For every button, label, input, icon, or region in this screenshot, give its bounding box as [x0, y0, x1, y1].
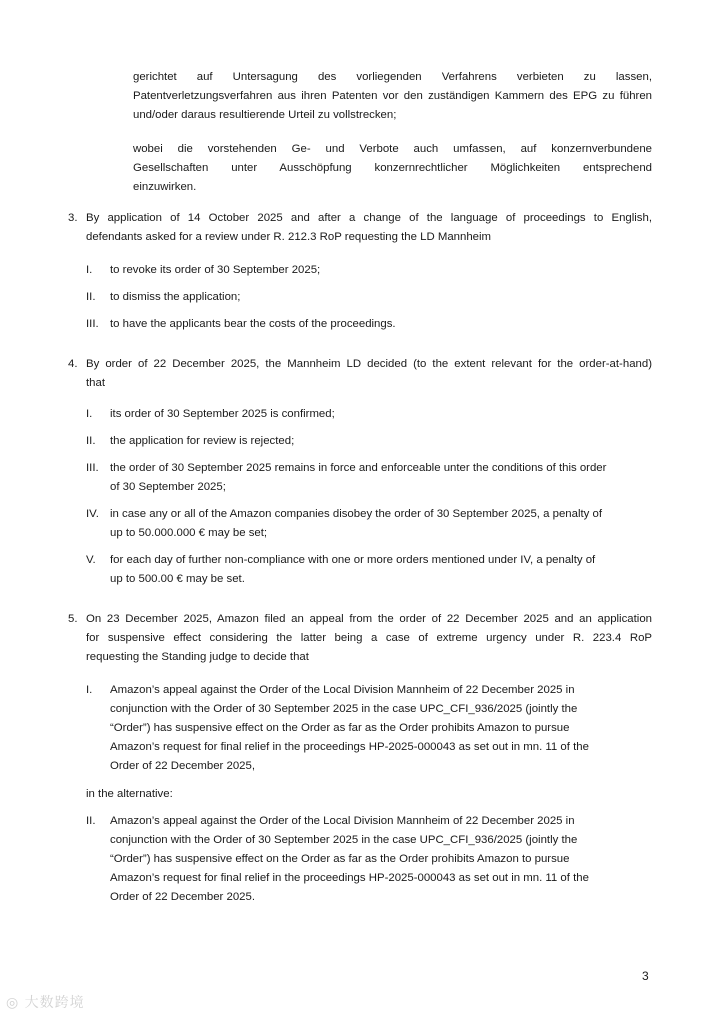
numbered-paragraph [68, 209, 652, 247]
text-line: On 23 December 2025, Amazon filed an appeal from the order of 22 December 2025 and an application [86, 613, 652, 625]
text-line: Amazon’s request for final relief in the proceedings HP-2025-000043 as set out in mn. 11 of the [110, 741, 589, 753]
numbered-paragraph [86, 261, 652, 280]
text-line: the order of 30 September 2025 remains in force and enforceable unter the conditions of this order [110, 462, 607, 474]
text-line: conjunction with the Order of 30 September 2025 in the case UPC_CFI_936/2025 (jointly the [110, 703, 578, 715]
paragraph-number: II. [86, 291, 96, 303]
text-line: Gesellschaften unter Ausschöpfung konzernrechtlicher Möglichkeiten entsprechend [133, 162, 652, 174]
text-line: Order of 22 December 2025. [110, 891, 255, 903]
text-line: to have the applicants bear the costs of the proceedings. [110, 318, 396, 330]
text-line: for suspensive effect considering the latter being a case of extreme urgency under R. 223.4 RoP [86, 632, 652, 644]
paragraph-number: III. [86, 318, 99, 330]
paragraph-number: I. [86, 684, 93, 696]
numbered-paragraph [86, 551, 652, 589]
paragraph-number: II. [86, 815, 96, 827]
numbered-paragraph [86, 459, 652, 497]
text-line: to dismiss the application; [110, 291, 241, 303]
text-line: of 30 September 2025; [110, 481, 226, 493]
paragraph-number: 5. [68, 613, 78, 625]
text-line: conjunction with the Order of 30 September 2025 in the case UPC_CFI_936/2025 (jointly the [110, 834, 578, 846]
numbered-paragraph [86, 288, 652, 307]
paragraph-number: IV. [86, 508, 99, 520]
paragraph-number: V. [86, 554, 96, 566]
text-line: in case any or all of the Amazon companies disobey the order of 30 September 2025, a penalty of [110, 508, 602, 520]
paragraph-number: 4. [68, 358, 78, 370]
text-line: By order of 22 December 2025, the Mannheim LD decided (to the extent relevant for the order-at-hand) [86, 358, 652, 370]
text-line: that [86, 377, 105, 389]
text-line: “Order”) has suspensive effect on the Order as far as the Order prohibits Amazon to pursue [110, 853, 570, 865]
numbered-paragraph [86, 315, 652, 334]
paragraph [133, 140, 652, 197]
numbered-paragraph [86, 812, 652, 907]
paragraph [86, 785, 652, 804]
text-line: “Order”) has suspensive effect on the Order as far as the Order prohibits Amazon to pursue [110, 722, 570, 734]
paragraph-number: I. [86, 408, 93, 420]
text-line: up to 50.000.000 € may be set; [110, 527, 268, 539]
paragraph [133, 68, 652, 125]
text-line: und/oder daraus resultierende Urteil zu vollstrecken; [133, 109, 397, 121]
text-line: Order of 22 December 2025, [110, 760, 255, 772]
text-line: requesting the Standing judge to decide that [86, 651, 309, 663]
numbered-paragraph [86, 681, 652, 776]
text-line: wobei die vorstehenden Ge- und Verbote auch umfassen, auf konzernverbundene [133, 143, 652, 155]
text-line: up to 500.00 € may be set. [110, 573, 245, 585]
text-line: Amazon’s request for final relief in the proceedings HP-2025-000043 as set out in mn. 11 of the [110, 872, 589, 884]
paragraph-number: III. [86, 462, 99, 474]
numbered-paragraph [86, 432, 652, 451]
paragraph-number: I. [86, 264, 93, 276]
paragraph-number: 3. [68, 212, 78, 224]
text-line: Amazon’s appeal against the Order of the Local Division Mannheim of 22 December 2025 in [110, 684, 575, 696]
text-line: Amazon’s appeal against the Order of the Local Division Mannheim of 22 December 2025 in [110, 815, 575, 827]
text-line: By application of 14 October 2025 and after a change of the language of proceedings to English, [86, 212, 652, 224]
numbered-paragraph [86, 505, 652, 543]
text-line: for each day of further non-compliance with one or more orders mentioned under IV, a penalty of [110, 554, 596, 566]
text-line: in the alternative: [86, 788, 173, 800]
text-line: defendants asked for a review under R. 212.3 RoP requesting the LD Mannheim [86, 231, 492, 243]
paragraph-number: II. [86, 435, 96, 447]
text-line: the application for review is rejected; [110, 435, 295, 447]
text-line: einzuwirken. [133, 181, 197, 193]
text-line: Patentverletzungsverfahren aus ihren Patenten vor den zuständigen Kammern des EPG zu führen [133, 90, 652, 102]
numbered-paragraph [68, 355, 652, 393]
numbered-paragraph [86, 405, 652, 424]
numbered-paragraph [68, 610, 652, 667]
text-line: gerichtet auf Untersagung des vorliegenden Verfahrens verbieten zu lassen, [133, 71, 652, 83]
page-number: 3 [642, 969, 649, 983]
text-line: to revoke its order of 30 September 2025; [110, 264, 321, 276]
text-line: its order of 30 September 2025 is confirmed; [110, 408, 335, 420]
watermark-logo: ◎ 大数跨境 [6, 995, 85, 1011]
